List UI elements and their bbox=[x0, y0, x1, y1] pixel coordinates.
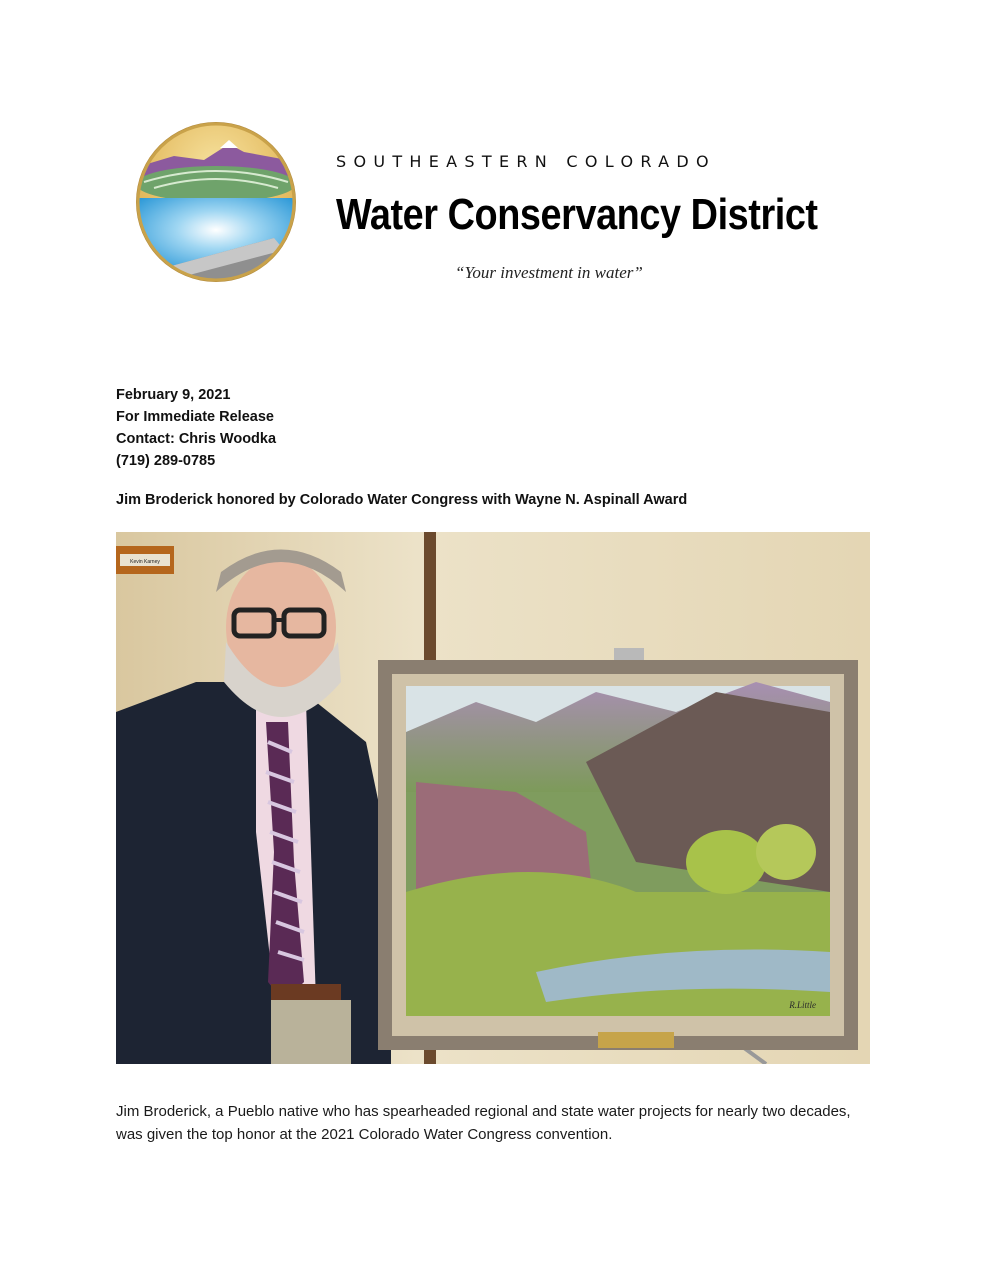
release-date: February 9, 2021 bbox=[116, 387, 231, 403]
release-block bbox=[116, 384, 276, 472]
award-photo bbox=[116, 532, 870, 1064]
painting-signature: R.Little bbox=[789, 1000, 816, 1010]
body-paragraph: Jim Broderick, a Pueblo native who has spearheaded regional and state water projects for nearly two decades, was given the top honor at the 2021 Colorado Water Congress convention. bbox=[116, 1103, 851, 1143]
release-contact: Contact: Chris Woodka bbox=[116, 431, 277, 447]
release-phone: (719) 289-0785 bbox=[116, 453, 216, 469]
release-type: For Immediate Release bbox=[116, 409, 274, 425]
tagline: “Your investment in water” bbox=[455, 263, 643, 282]
district-logo bbox=[134, 118, 298, 294]
org-title: Water Conservancy District bbox=[336, 190, 818, 239]
org-subtitle: SOUTHEASTERN COLORADO bbox=[336, 152, 716, 171]
wall-sign-text: Kevin Karney bbox=[130, 559, 160, 565]
headline: Jim Broderick honored by Colorado Water Congress with Wayne N. Aspinall Award bbox=[116, 492, 688, 508]
